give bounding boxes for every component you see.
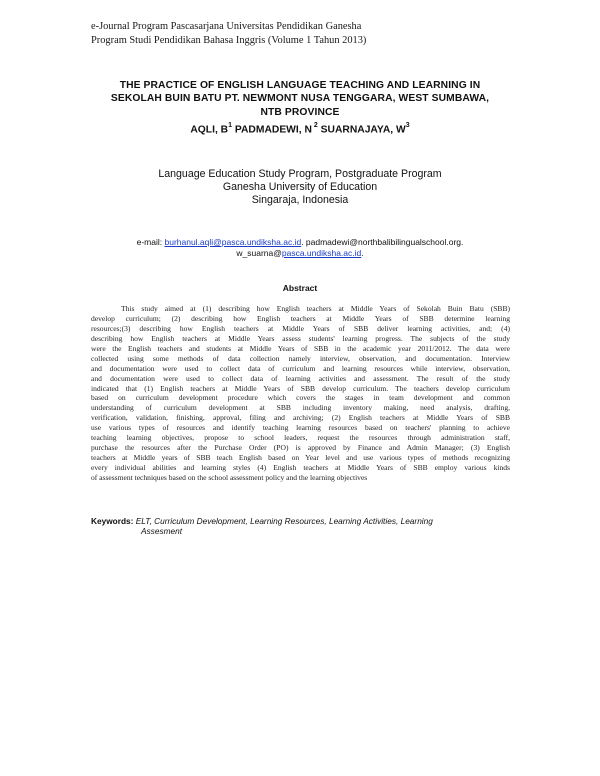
keywords-line-1	[91, 516, 511, 526]
abstract-line: This study aimed at (1) describing how English teachers at Middle Years of Sekolah Buin Batu (SBB)	[121, 304, 510, 313]
abstract-line: understanding of curriculum development at SBB including inventory making, need analysis, drafting,	[91, 403, 510, 413]
author-3: SUARNAJAYA, W	[317, 124, 406, 136]
abstract-line: indicated that (1) English teachers at Middle Years of SBB develop curriculum. The teachers develop curriculum	[91, 383, 510, 393]
title-line-2: SEKOLAH BUIN BATU PT. NEWMONT NUSA TENGGARA, WEST SUMBAWA,	[110, 93, 490, 105]
keywords-line-2: Assesment	[141, 526, 183, 537]
keywords	[91, 516, 511, 537]
author-2-affil: 2	[311, 122, 318, 129]
abstract-line: develop curriculum; (2) describing how English teachers at Middle Years of SBB determine learning	[91, 313, 510, 323]
abstract-line: teachers at Middle years of SBB teach English based on Year level and use various types of methods recognizing	[91, 453, 510, 463]
journal-header	[91, 20, 366, 47]
abstract-line: teaching learning objectives, propose to school leaders, request the resources through administration staff,	[91, 433, 510, 443]
author-1: AQLI, B	[190, 124, 229, 136]
author-2: PADMADEWI, N	[232, 124, 312, 136]
abstract-line: collected using some methods of data collection namely interview, observation, and documentation. Interview	[91, 353, 510, 363]
abstract-line: purchase the resources after the Purchase Order (PO) is approved by Finance and Admin Manager; (3) English	[91, 443, 510, 453]
author-1-affil: 1	[228, 122, 233, 129]
affiliation	[80, 168, 520, 207]
abstract-line: and documentation were used to collect data of curriculum and learning resources while interview, observation,	[91, 363, 510, 373]
affiliation-city: Singaraja, Indonesia	[251, 194, 349, 206]
email-link-aqli[interactable]: burhanul.aqli@pasca.undiksha.ac.id	[164, 237, 302, 247]
journal-name: e-Journal Program Pascasarjana Universitas Pendidikan Ganesha	[91, 21, 362, 32]
authors	[80, 123, 520, 135]
affiliation-university: Ganesha University of Education	[222, 181, 378, 193]
abstract-line: describing how English teachers at Middle Years assess students' learning progress. The subjects of the study	[91, 333, 510, 343]
abstract-line: verification, validation, finishing, approval, filing and archiving; (2) English teachers at Middle Years of SBB	[91, 413, 510, 423]
title-line-3: NTB PROVINCE	[260, 106, 340, 118]
email-block	[80, 237, 520, 259]
abstract-line: based on curriculum development procedure which covers the stages in team development and common	[91, 393, 510, 403]
abstract-body	[91, 304, 510, 483]
email-suffix: .	[361, 248, 364, 258]
abstract-line: of assessment techniques based on the school assessment policy and the learning objectives	[91, 472, 368, 482]
email-line-2	[80, 248, 520, 259]
abstract-line: resources;(3) describing how English teachers at Middle Years of SBB deliver learning activities, and; (4)	[91, 323, 510, 333]
abstract-line: were the English teachers and students at Middle Years of SBB in the academic year 2011/2012. The data were	[91, 343, 510, 353]
keywords-label: Keywords:	[91, 516, 134, 526]
keywords-values: ELT, Curriculum Development, Learning Resources, Learning Activities, Learning	[133, 516, 433, 526]
title-line-1: THE PRACTICE OF ENGLISH LANGUAGE TEACHING AND LEARNING IN	[119, 80, 481, 91]
email-prefix: e-mail:	[136, 237, 165, 247]
affiliation-program: Language Education Study Program, Postgraduate Program	[158, 168, 442, 180]
abstract-line: and documentation were used to collect data of learning activities and assessment. The result of the study	[91, 373, 510, 383]
author-3-affil: 3	[405, 122, 410, 129]
abstract-line: use various types of resources and identify teaching learning resources based on teachers' planning to achieve	[91, 423, 510, 433]
abstract-line: every individual abilities and learning styles (4) English teachers at Middle Years of SBB employ various kinds	[91, 463, 510, 472]
email-suarna-user: w_suarna@	[236, 248, 282, 258]
email-link-suarna[interactable]: pasca.undiksha.ac.id	[281, 248, 362, 258]
email-padmadewi: . padmadewi@northbalibilingualschool.org.	[301, 237, 464, 247]
paper-title	[80, 79, 520, 119]
journal-volume: Program Studi Pendidikan Bahasa Inggris (Volume 1 Tahun 2013)	[91, 34, 367, 46]
email-line-1	[80, 237, 520, 248]
abstract-heading: Abstract	[282, 283, 318, 293]
